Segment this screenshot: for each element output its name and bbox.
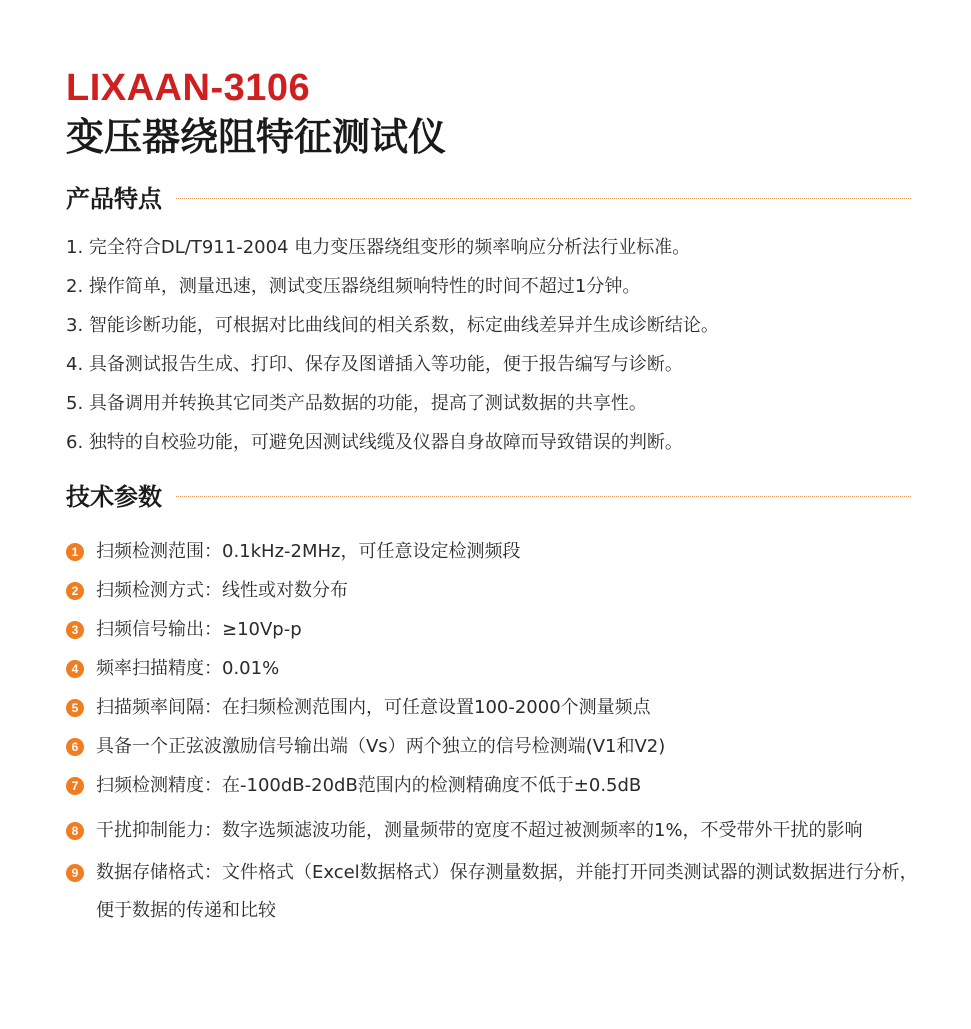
spec-item (66, 812, 926, 850)
feature-item: 6. 独特的自校验功能，可避免因测试线缆及仪器自身故障而导致错误的判断。 (66, 432, 683, 453)
features-section-header (66, 178, 911, 214)
number-badge-icon: 8 (66, 822, 84, 840)
feature-item: 3. 智能诊断功能，可根据对比曲线间的相关系数，标定曲线差异并生成诊断结论。 (66, 315, 719, 336)
spec-item (66, 578, 926, 604)
features-divider (176, 198, 911, 199)
specs-section-header (66, 476, 911, 512)
spec-text: 扫频检测方式：线性或对数分布 (96, 580, 348, 601)
feature-item: 4. 具备测试报告生成、打印、保存及图谱插入等功能，便于报告编写与诊断。 (66, 354, 683, 375)
specs-divider (176, 496, 911, 497)
spec-text: 频率扫描精度：0.01% (96, 658, 280, 679)
number-badge-icon: 2 (66, 582, 84, 600)
number-badge-icon: 5 (66, 699, 84, 717)
specs-list (66, 539, 926, 934)
spec-item (66, 695, 926, 721)
spec-text: 干扰抑制能力：数字选频滤波功能，测量频带的宽度不超过被测频率的1%，不受带外干扰的影响 (96, 820, 863, 841)
number-badge-icon: 1 (66, 543, 84, 561)
number-badge-icon: 9 (66, 864, 84, 882)
feature-item: 1. 完全符合DL/T911-2004 电力变压器绕组变形的频率响应分析法行业标准。 (66, 237, 691, 258)
spec-text: 数据存储格式：文件格式（Excel数据格式）保存测量数据，并能打开同类测试器的测试数据进行分析，便于数据的传递和比较 (96, 862, 918, 921)
number-badge-icon: 3 (66, 621, 84, 639)
spec-item (66, 734, 926, 760)
spec-text: 扫频信号输出：≥10Vp-p (96, 619, 302, 640)
spec-item (66, 773, 926, 799)
spec-text: 扫频检测范围：0.1kHz-2MHz，可任意设定检测频段 (96, 541, 521, 562)
number-badge-icon: 4 (66, 660, 84, 678)
spec-text: 具备一个正弦波激励信号输出端（Vs）两个独立的信号检测端(V1和V2) (96, 736, 666, 757)
features-heading: 产品特点 (66, 184, 162, 213)
spec-item (66, 656, 926, 682)
product-model: LIXAAN-3106 (66, 67, 311, 109)
spec-item (66, 854, 926, 930)
features-list (66, 236, 926, 470)
spec-text: 扫频检测精度：在-100dB-20dB范围内的检测精确度不低于±0.5dB (96, 775, 642, 796)
specs-heading: 技术参数 (66, 482, 162, 511)
feature-item: 5. 具备调用并转换其它同类产品数据的功能，提高了测试数据的共享性。 (66, 393, 647, 414)
spec-item (66, 617, 926, 643)
spec-item (66, 539, 926, 565)
spec-text: 扫描频率间隔：在扫频检测范围内，可任意设置100-2000个测量频点 (96, 697, 651, 718)
feature-item: 2. 操作简单，测量迅速，测试变压器绕组频响特性的时间不超过1分钟。 (66, 276, 641, 297)
product-title: 变压器绕阻特征测试仪 (66, 115, 447, 159)
number-badge-icon: 6 (66, 738, 84, 756)
number-badge-icon: 7 (66, 777, 84, 795)
